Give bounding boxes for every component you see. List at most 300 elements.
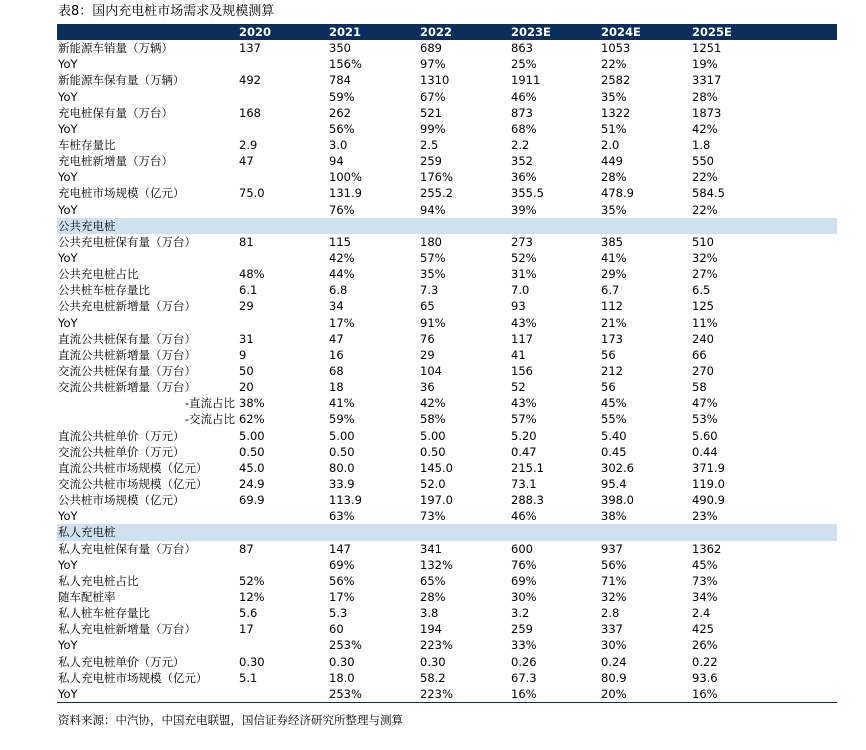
value-cell: 41% xyxy=(329,396,355,411)
row-label: 直流公共桩保有量（万台） xyxy=(58,331,196,346)
value-cell: 29 xyxy=(420,347,435,362)
section-fill-cell xyxy=(508,524,598,540)
value-cell: 69.9 xyxy=(239,493,265,508)
table-row xyxy=(57,395,837,411)
row-label: 充电桩市场规模（亿元） xyxy=(58,186,185,201)
row-label: YoY xyxy=(58,638,78,653)
value-cell: 43% xyxy=(511,396,537,411)
value-cell: 784 xyxy=(329,73,351,88)
value-cell: 2.8 xyxy=(601,606,620,621)
value-cell: 32% xyxy=(692,251,718,266)
table-row xyxy=(57,508,837,524)
value-cell xyxy=(236,686,326,703)
table-row xyxy=(57,460,837,476)
value-cell: 5.20 xyxy=(511,428,537,443)
row-label: 公共充电桩保有量（万台） xyxy=(58,234,196,249)
row-label: 私人充电桩占比 xyxy=(58,573,139,588)
value-cell: 125 xyxy=(692,299,714,314)
value-cell: 3317 xyxy=(692,73,722,88)
section-fill-cell xyxy=(326,218,417,234)
value-cell: 104 xyxy=(420,364,442,379)
row-label: 私人充电桩新增量（万台） xyxy=(58,622,196,637)
value-cell: 6.5 xyxy=(692,283,711,298)
row-label: 私人充电桩保有量（万台） xyxy=(58,541,196,556)
value-cell: 385 xyxy=(601,234,623,249)
value-cell: 41% xyxy=(601,251,627,266)
value-cell: 42% xyxy=(692,121,718,136)
value-cell: 87 xyxy=(239,541,254,556)
table-row xyxy=(57,637,837,653)
table-row xyxy=(57,169,837,185)
value-cell: 50 xyxy=(239,364,254,379)
value-cell: 0.50 xyxy=(239,444,265,459)
value-cell: 100% xyxy=(329,170,362,185)
charging-pile-demand-table xyxy=(57,24,837,703)
row-label: 充电桩新增量（万台） xyxy=(58,154,173,169)
table-row xyxy=(57,40,837,56)
table-row xyxy=(57,153,837,169)
value-cell: 112 xyxy=(601,299,623,314)
value-cell: 36% xyxy=(511,170,537,185)
table-row xyxy=(57,541,837,557)
value-cell: 0.44 xyxy=(692,444,718,459)
row-label: 交流公共桩新增量（万台） xyxy=(58,380,196,395)
section-label: 私人充电桩 xyxy=(57,524,236,540)
value-cell: 302.6 xyxy=(601,460,634,475)
value-cell: 80.0 xyxy=(329,460,355,475)
value-cell: 262 xyxy=(329,105,351,120)
section-fill-cell xyxy=(236,218,326,234)
value-cell: 156% xyxy=(329,57,362,72)
value-cell: 550 xyxy=(692,154,714,169)
row-label: YoY xyxy=(58,89,78,104)
value-cell xyxy=(236,169,326,185)
value-cell: 0.50 xyxy=(329,444,355,459)
value-cell: 23% xyxy=(692,509,718,524)
table-row xyxy=(57,428,837,444)
value-cell xyxy=(236,250,326,266)
section-fill-cell xyxy=(417,524,508,540)
value-cell: 113.9 xyxy=(329,493,362,508)
value-cell: 28% xyxy=(692,89,718,104)
value-cell: 46% xyxy=(511,89,537,104)
table-title: 表8：国内充电桩市场需求及规模测算 xyxy=(58,4,275,19)
table-row xyxy=(57,89,837,105)
value-cell: 1310 xyxy=(420,73,450,88)
header-cell-2022: 2022 xyxy=(417,24,508,40)
row-label: 公共充电桩占比 xyxy=(58,267,139,282)
row-label: 私人充电桩单价（万元） xyxy=(58,654,185,669)
value-cell: 147 xyxy=(329,541,351,556)
value-cell: 1911 xyxy=(511,73,541,88)
value-cell: 56% xyxy=(601,557,627,572)
value-cell: 73% xyxy=(420,509,446,524)
value-cell: 81 xyxy=(239,234,254,249)
value-cell: 76% xyxy=(511,557,537,572)
value-cell: 45.0 xyxy=(239,460,265,475)
value-cell: 41 xyxy=(511,347,526,362)
value-cell xyxy=(236,121,326,137)
section-fill-cell xyxy=(417,218,508,234)
value-cell: 16 xyxy=(329,347,344,362)
value-cell: 46% xyxy=(511,509,537,524)
row-label: 新能源车保有量（万辆） xyxy=(58,73,185,88)
value-cell: 28% xyxy=(601,170,627,185)
value-cell: 253% xyxy=(326,686,417,703)
table-row xyxy=(57,121,837,137)
table-row xyxy=(57,347,837,363)
row-label: YoY xyxy=(58,251,78,266)
row-label: 公共桩车桩存量比 xyxy=(58,283,150,298)
value-cell: 69% xyxy=(329,557,355,572)
value-cell: 6.8 xyxy=(329,283,348,298)
value-cell: 28% xyxy=(420,589,446,604)
value-cell: 27% xyxy=(692,267,718,282)
table-header xyxy=(57,24,837,40)
row-label: YoY xyxy=(58,202,78,217)
value-cell: 59% xyxy=(329,89,355,104)
row-label: 车桩存量比 xyxy=(58,138,116,153)
value-cell: 937 xyxy=(601,541,623,556)
value-cell: 60 xyxy=(329,622,344,637)
header-cell-2025e: 2025E xyxy=(689,24,837,40)
value-cell: 22% xyxy=(692,170,718,185)
value-cell: 52 xyxy=(511,380,526,395)
value-cell: 52% xyxy=(239,573,265,588)
value-cell: 215.1 xyxy=(511,460,544,475)
value-cell: 57% xyxy=(511,412,537,427)
value-cell: 863 xyxy=(511,41,533,56)
row-label: 交流公共桩单价（万元） xyxy=(58,444,185,459)
value-cell: 0.30 xyxy=(239,654,265,669)
value-cell: 36 xyxy=(420,380,435,395)
table-row xyxy=(57,573,837,589)
value-cell: 33.9 xyxy=(329,477,355,491)
value-cell: 3.8 xyxy=(420,606,439,621)
value-cell: 59% xyxy=(329,412,355,427)
table-row xyxy=(57,137,837,153)
value-cell: 212 xyxy=(601,364,623,379)
value-cell: 352 xyxy=(511,154,533,169)
section-fill-cell xyxy=(236,524,326,540)
value-cell: 75.0 xyxy=(239,186,265,201)
table-row xyxy=(57,202,837,218)
value-cell: 259 xyxy=(511,622,533,637)
value-cell: 26% xyxy=(692,638,718,653)
value-cell: 0.45 xyxy=(601,444,627,459)
value-cell: 1873 xyxy=(692,105,722,120)
value-cell: 73.1 xyxy=(511,477,537,491)
value-cell: 32% xyxy=(601,589,627,604)
value-cell: 39% xyxy=(511,202,537,217)
value-cell: 5.00 xyxy=(239,428,265,443)
table-row xyxy=(57,686,837,703)
value-cell: 68% xyxy=(511,121,537,136)
value-cell: 492 xyxy=(239,73,261,88)
value-cell: 76 xyxy=(420,331,435,346)
value-cell: 137 xyxy=(239,41,261,56)
value-cell: 12% xyxy=(239,589,265,604)
value-cell: 273 xyxy=(511,234,533,249)
value-cell: 30% xyxy=(601,638,627,653)
value-cell: 173 xyxy=(601,331,623,346)
value-cell: 490.9 xyxy=(692,493,725,508)
row-label: YoY xyxy=(58,57,78,72)
header-row xyxy=(57,24,837,40)
value-cell: 449 xyxy=(601,154,623,169)
value-cell: 180 xyxy=(420,234,442,249)
value-cell: 35% xyxy=(601,89,627,104)
row-label: 直流公共桩市场规模（亿元） xyxy=(58,460,208,475)
value-cell: 44% xyxy=(329,267,355,282)
row-label: 私人桩车桩存量比 xyxy=(58,606,150,621)
value-cell: 1.8 xyxy=(692,138,711,153)
value-cell: 94% xyxy=(420,202,446,217)
table-row xyxy=(57,379,837,395)
table-row xyxy=(57,605,837,621)
value-cell: 57% xyxy=(420,251,446,266)
value-cell: 0.50 xyxy=(420,444,446,459)
value-cell: 42% xyxy=(420,396,446,411)
table-row xyxy=(57,105,837,121)
table-row xyxy=(57,298,837,314)
row-label: 交流公共桩市场规模（亿元） xyxy=(58,477,208,491)
value-cell: 65% xyxy=(420,573,446,588)
value-cell: 31% xyxy=(511,267,537,282)
value-cell: 337 xyxy=(601,622,623,637)
value-cell: 11% xyxy=(692,315,718,330)
table-row xyxy=(57,444,837,460)
value-cell: 478.9 xyxy=(601,186,634,201)
value-cell: 0.30 xyxy=(420,654,446,669)
value-cell: 31 xyxy=(239,331,254,346)
value-cell: 350 xyxy=(329,41,351,56)
value-cell: 2.5 xyxy=(420,138,439,153)
value-cell: 197.0 xyxy=(420,493,453,508)
table-row xyxy=(57,282,837,298)
value-cell: 17% xyxy=(329,315,355,330)
value-cell: 52.0 xyxy=(420,477,446,491)
row-label: YoY xyxy=(57,686,236,703)
value-cell: 33% xyxy=(511,638,537,653)
value-cell: 16% xyxy=(508,686,598,703)
value-cell: 1251 xyxy=(692,41,722,56)
value-cell: 66 xyxy=(692,347,707,362)
value-cell: 62% xyxy=(239,412,265,427)
value-cell: 9 xyxy=(239,347,247,362)
row-label: 充电桩保有量（万台） xyxy=(58,105,173,120)
value-cell xyxy=(236,202,326,218)
value-cell: 873 xyxy=(511,105,533,120)
value-cell: 3.2 xyxy=(511,606,530,621)
row-label: YoY xyxy=(58,315,78,330)
value-cell: 58 xyxy=(692,380,707,395)
value-cell: 47 xyxy=(239,154,254,169)
value-cell: 55% xyxy=(601,412,627,427)
row-label: 新能源车销量（万辆） xyxy=(58,41,173,56)
value-cell: 2.0 xyxy=(601,138,620,153)
value-cell: 7.0 xyxy=(511,283,530,298)
section-fill-cell xyxy=(326,524,417,540)
section-fill-cell xyxy=(598,218,689,234)
value-cell: 56 xyxy=(601,380,616,395)
value-cell: 584.5 xyxy=(692,186,725,201)
header-cell-2020: 2020 xyxy=(236,24,326,40)
row-label: -直流占比 xyxy=(184,396,235,411)
table-row xyxy=(57,557,837,573)
value-cell: 176% xyxy=(420,170,453,185)
value-cell: 93 xyxy=(511,299,526,314)
value-cell xyxy=(236,56,326,72)
value-cell: 425 xyxy=(692,622,714,637)
value-cell: 51% xyxy=(601,121,627,136)
table-row xyxy=(57,250,837,266)
value-cell xyxy=(236,508,326,524)
value-cell: 42% xyxy=(329,251,355,266)
value-cell: 45% xyxy=(601,396,627,411)
value-cell: 223% xyxy=(417,686,508,703)
row-label: 公共桩市场规模（亿元） xyxy=(58,493,185,508)
value-cell: 95.4 xyxy=(601,477,627,491)
row-label: 交流公共桩保有量（万台） xyxy=(58,364,196,379)
value-cell: 35% xyxy=(420,267,446,282)
value-cell: 91% xyxy=(420,315,446,330)
value-cell: 255.2 xyxy=(420,186,453,201)
value-cell: 115 xyxy=(329,234,351,249)
table-row xyxy=(57,331,837,347)
value-cell: 97% xyxy=(420,57,446,72)
value-cell: 35% xyxy=(601,202,627,217)
section-header-row xyxy=(57,524,837,540)
section-label: 公共充电桩 xyxy=(57,218,236,234)
value-cell: 6.1 xyxy=(239,283,258,298)
row-label: 直流公共桩新增量（万台） xyxy=(58,347,196,362)
value-cell: 270 xyxy=(692,364,714,379)
value-cell xyxy=(236,315,326,331)
value-cell: 47 xyxy=(329,331,344,346)
value-cell: 5.3 xyxy=(329,606,348,621)
value-cell: 99% xyxy=(420,121,446,136)
value-cell: 18.0 xyxy=(329,670,355,685)
row-label: -交流占比 xyxy=(184,412,235,427)
value-cell: 24.9 xyxy=(239,477,265,491)
section-fill-cell xyxy=(598,524,689,540)
table-row xyxy=(57,670,837,686)
value-cell: 132% xyxy=(420,557,453,572)
table-row xyxy=(57,56,837,72)
value-cell: 48% xyxy=(239,267,265,282)
value-cell: 17% xyxy=(329,589,355,604)
value-cell: 240 xyxy=(692,331,714,346)
value-cell: 52% xyxy=(511,251,537,266)
value-cell: 67% xyxy=(420,89,446,104)
header-cell-2021: 2021 xyxy=(326,24,417,40)
value-cell: 58% xyxy=(420,412,446,427)
row-label: 私人充电桩市场规模（亿元） xyxy=(58,670,208,685)
value-cell: 5.1 xyxy=(239,670,258,685)
value-cell: 5.60 xyxy=(692,428,718,443)
value-cell: 5.6 xyxy=(239,606,258,621)
value-cell: 510 xyxy=(692,234,714,249)
table-row xyxy=(57,234,837,250)
value-cell: 341 xyxy=(420,541,442,556)
value-cell: 194 xyxy=(420,622,442,637)
value-cell: 1322 xyxy=(601,105,631,120)
value-cell: 2.2 xyxy=(511,138,530,153)
value-cell: 63% xyxy=(329,509,355,524)
value-cell: 600 xyxy=(511,541,533,556)
header-cell-2023e: 2023E xyxy=(508,24,598,40)
row-label: 随车配桩率 xyxy=(58,589,116,604)
source-note: 资料来源：中汽协，中国充电联盟，国信证券经济研究所整理与测算 xyxy=(58,713,403,727)
value-cell: 7.3 xyxy=(420,283,439,298)
value-cell: 76% xyxy=(329,202,355,217)
table-row xyxy=(57,185,837,201)
value-cell: 21% xyxy=(601,315,627,330)
value-cell: 398.0 xyxy=(601,493,634,508)
section-fill-cell xyxy=(689,218,837,234)
header-cell-label xyxy=(57,24,236,40)
table-row xyxy=(57,589,837,605)
value-cell: 65 xyxy=(420,299,435,314)
value-cell: 19% xyxy=(692,57,718,72)
table-row xyxy=(57,266,837,282)
value-cell: 69% xyxy=(511,573,537,588)
value-cell: 45% xyxy=(692,557,718,572)
row-label: 公共充电桩新增量（万台） xyxy=(58,299,196,314)
value-cell: 0.47 xyxy=(511,444,537,459)
value-cell: 20 xyxy=(239,380,254,395)
table-row xyxy=(57,492,837,508)
header-cell-2024e: 2024E xyxy=(598,24,689,40)
value-cell: 2582 xyxy=(601,73,631,88)
value-cell: 38% xyxy=(601,509,627,524)
value-cell: 17 xyxy=(239,622,254,637)
value-cell: 67.3 xyxy=(511,670,537,685)
value-cell: 94 xyxy=(329,154,344,169)
row-label: 直流公共桩单价（万元） xyxy=(58,428,185,443)
value-cell: 56% xyxy=(329,573,355,588)
value-cell: 2.9 xyxy=(239,138,258,153)
table-row xyxy=(57,411,837,427)
value-cell: 6.7 xyxy=(601,283,620,298)
table-row xyxy=(57,363,837,379)
value-cell: 689 xyxy=(420,41,442,56)
value-cell: 145.0 xyxy=(420,460,453,475)
row-label: YoY xyxy=(58,170,78,185)
table-row xyxy=(57,653,837,669)
value-cell: 29 xyxy=(239,299,254,314)
value-cell: 0.24 xyxy=(601,654,627,669)
section-header-row xyxy=(57,218,837,234)
value-cell: 56% xyxy=(329,121,355,136)
row-label: YoY xyxy=(58,509,78,524)
value-cell: 1362 xyxy=(692,541,722,556)
value-cell: 16% xyxy=(689,686,837,703)
value-cell: 253% xyxy=(329,638,362,653)
value-cell: 22% xyxy=(601,57,627,72)
value-cell: 5.00 xyxy=(329,428,355,443)
value-cell: 2.4 xyxy=(692,606,711,621)
value-cell: 80.9 xyxy=(601,670,627,685)
value-cell: 119.0 xyxy=(692,477,725,491)
value-cell: 117 xyxy=(511,331,533,346)
value-cell: 68 xyxy=(329,364,344,379)
value-cell xyxy=(236,557,326,573)
value-cell: 168 xyxy=(239,105,261,120)
value-cell: 71% xyxy=(601,573,627,588)
table-row xyxy=(57,72,837,88)
